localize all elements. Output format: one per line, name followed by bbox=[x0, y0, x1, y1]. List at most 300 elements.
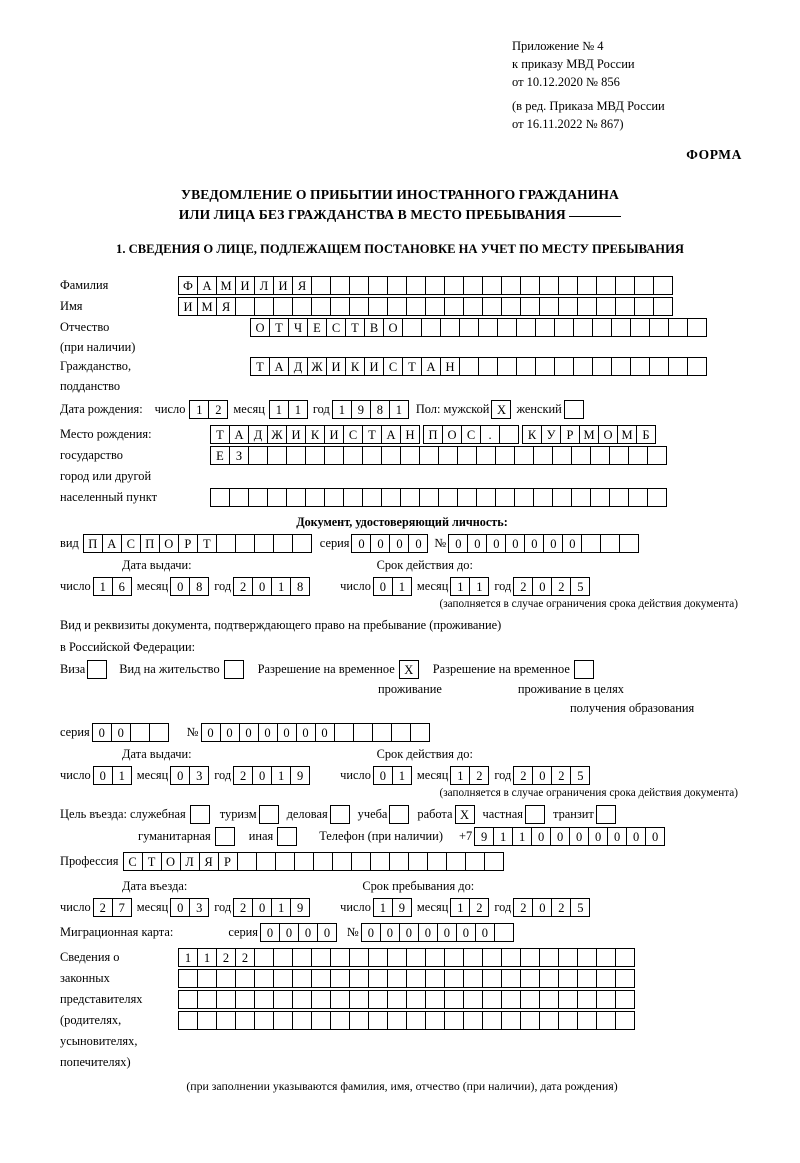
patronymic-cell[interactable]: В bbox=[364, 318, 384, 337]
patronymic-cell[interactable]: Е bbox=[307, 318, 327, 337]
citizenship-cell[interactable]: И bbox=[326, 357, 346, 376]
doc-number-cell[interactable]: 0 bbox=[486, 534, 506, 553]
birthplace-row3-cell[interactable] bbox=[571, 488, 591, 507]
citizenship-cell[interactable] bbox=[459, 357, 479, 376]
purpose-3-cell[interactable]: X bbox=[455, 805, 475, 824]
surname-cell[interactable] bbox=[330, 276, 350, 295]
legal-row-1-cell[interactable] bbox=[254, 948, 274, 967]
stay-day-cell[interactable]: 9 bbox=[392, 898, 412, 917]
entry-month-cell[interactable]: 0 bbox=[170, 898, 190, 917]
birthplace-row3-cell[interactable] bbox=[381, 488, 401, 507]
purpose-other-checkbox[interactable] bbox=[277, 827, 297, 846]
birthplace-row2-cell[interactable] bbox=[286, 446, 306, 465]
legal-row-4-cell[interactable] bbox=[520, 1011, 540, 1030]
sd-issue-year-input[interactable] bbox=[233, 766, 310, 785]
patronymic-cell[interactable] bbox=[497, 318, 517, 337]
legal-row-2-cell[interactable] bbox=[254, 969, 274, 988]
valid-year-cell[interactable]: 2 bbox=[513, 577, 533, 596]
profession-cell[interactable] bbox=[465, 852, 485, 871]
legal-row-2-cell[interactable] bbox=[387, 969, 407, 988]
birthplace-city-cell[interactable]: Р bbox=[560, 425, 580, 444]
legal-row-1-cell[interactable] bbox=[349, 948, 369, 967]
name-cell[interactable] bbox=[406, 297, 426, 316]
patronymic-cell[interactable] bbox=[611, 318, 631, 337]
mc-number-cell[interactable] bbox=[494, 923, 514, 942]
birthplace-row2-cell[interactable] bbox=[533, 446, 553, 465]
patronymic-cell[interactable]: Т bbox=[345, 318, 365, 337]
stay-year-input[interactable] bbox=[513, 898, 590, 917]
profession-cell[interactable]: Я bbox=[199, 852, 219, 871]
name-cell[interactable] bbox=[653, 297, 673, 316]
legal-reps-row-3[interactable] bbox=[178, 990, 635, 1009]
legal-reps-row-4[interactable] bbox=[178, 1011, 635, 1030]
legal-row-3-cell[interactable] bbox=[444, 990, 464, 1009]
sd-number-cell[interactable]: 0 bbox=[315, 723, 335, 742]
profession-cell[interactable]: О bbox=[161, 852, 181, 871]
surname-cell[interactable]: Я bbox=[292, 276, 312, 295]
name-cell[interactable] bbox=[463, 297, 483, 316]
legal-reps-row-2[interactable] bbox=[178, 969, 635, 988]
citizenship-cell[interactable] bbox=[668, 357, 688, 376]
legal-row-3-cell[interactable] bbox=[558, 990, 578, 1009]
birthplace-row3-cell[interactable] bbox=[267, 488, 287, 507]
phone-input[interactable] bbox=[474, 827, 665, 846]
birthplace-row2-cell[interactable] bbox=[419, 446, 439, 465]
legal-row-2-cell[interactable] bbox=[197, 969, 217, 988]
birthplace-type-cell[interactable]: С bbox=[461, 425, 481, 444]
legal-row-1-cell[interactable] bbox=[330, 948, 350, 967]
issue-year-cell[interactable]: 1 bbox=[271, 577, 291, 596]
migration-number-input[interactable] bbox=[361, 923, 514, 942]
citizenship-cell[interactable]: И bbox=[364, 357, 384, 376]
legal-row-1-cell[interactable]: 1 bbox=[178, 948, 198, 967]
migration-series-input[interactable] bbox=[260, 923, 337, 942]
issue-month-cell[interactable]: 8 bbox=[189, 577, 209, 596]
profession-cell[interactable] bbox=[389, 852, 409, 871]
surname-cell[interactable]: А bbox=[197, 276, 217, 295]
birthplace-type-cell[interactable]: . bbox=[480, 425, 500, 444]
birthplace-city-cell[interactable]: Б bbox=[636, 425, 656, 444]
mc-series-cell[interactable]: 0 bbox=[279, 923, 299, 942]
birthplace-row2-cell[interactable] bbox=[381, 446, 401, 465]
sd-valid-year-cell[interactable]: 0 bbox=[532, 766, 552, 785]
phone-cell[interactable]: 0 bbox=[626, 827, 646, 846]
citizenship-cell[interactable]: А bbox=[421, 357, 441, 376]
patronymic-cell[interactable] bbox=[554, 318, 574, 337]
sd-series-cell[interactable]: 0 bbox=[92, 723, 112, 742]
legal-row-3-cell[interactable] bbox=[615, 990, 635, 1009]
patronymic-cell[interactable] bbox=[440, 318, 460, 337]
birthplace-row3-cell[interactable] bbox=[419, 488, 439, 507]
purpose-humanitarian-checkbox[interactable] bbox=[215, 827, 235, 846]
legal-row-3-cell[interactable] bbox=[406, 990, 426, 1009]
name-cell[interactable] bbox=[558, 297, 578, 316]
legal-row-2-cell[interactable] bbox=[444, 969, 464, 988]
valid-month-cell[interactable]: 1 bbox=[469, 577, 489, 596]
legal-row-4-cell[interactable] bbox=[539, 1011, 559, 1030]
citizenship-cell[interactable]: К bbox=[345, 357, 365, 376]
profession-cell[interactable]: Т bbox=[142, 852, 162, 871]
sd-issue-month-cell[interactable]: 3 bbox=[189, 766, 209, 785]
birthplace-row2-cell[interactable] bbox=[457, 446, 477, 465]
legal-row-3-cell[interactable] bbox=[311, 990, 331, 1009]
birthplace-country-cell[interactable]: Ж bbox=[267, 425, 287, 444]
surname-cell[interactable] bbox=[368, 276, 388, 295]
sd-valid-year-input[interactable] bbox=[513, 766, 590, 785]
issue-month-cell[interactable]: 0 bbox=[170, 577, 190, 596]
sd-number-cell[interactable] bbox=[391, 723, 411, 742]
birthplace-row3-input[interactable] bbox=[210, 488, 667, 507]
birthplace-country-input[interactable] bbox=[210, 425, 420, 444]
doc-series-cell[interactable]: 0 bbox=[408, 534, 428, 553]
sd-number-cell[interactable]: 0 bbox=[277, 723, 297, 742]
residence-cell[interactable] bbox=[224, 660, 244, 679]
doc-number-cell[interactable]: 0 bbox=[562, 534, 582, 553]
entry-day-cell[interactable]: 7 bbox=[112, 898, 132, 917]
phone-cell[interactable]: 0 bbox=[645, 827, 665, 846]
entry-year-cell[interactable]: 9 bbox=[290, 898, 310, 917]
sd-issue-day-cell[interactable]: 1 bbox=[112, 766, 132, 785]
sd-valid-month-cell[interactable]: 1 bbox=[450, 766, 470, 785]
legal-row-3-cell[interactable] bbox=[216, 990, 236, 1009]
birthplace-city-input[interactable] bbox=[522, 425, 656, 444]
surname-cell[interactable]: Л bbox=[254, 276, 274, 295]
profession-cell[interactable] bbox=[370, 852, 390, 871]
legal-row-3-cell[interactable] bbox=[178, 990, 198, 1009]
legal-row-3-cell[interactable] bbox=[349, 990, 369, 1009]
legal-row-3-cell[interactable] bbox=[539, 990, 559, 1009]
profession-cell[interactable] bbox=[275, 852, 295, 871]
citizenship-cell[interactable] bbox=[649, 357, 669, 376]
doc-number-cell[interactable] bbox=[600, 534, 620, 553]
birthplace-row2-cell[interactable] bbox=[248, 446, 268, 465]
issue-year-cell[interactable]: 0 bbox=[252, 577, 272, 596]
birth-month-cell[interactable]: 1 bbox=[288, 400, 308, 419]
sd-series-cell[interactable] bbox=[149, 723, 169, 742]
name-cell[interactable] bbox=[634, 297, 654, 316]
birthplace-country-cell[interactable]: Т bbox=[210, 425, 230, 444]
legal-row-1-cell[interactable] bbox=[463, 948, 483, 967]
doc-number-cell[interactable]: 0 bbox=[467, 534, 487, 553]
birthplace-country-cell[interactable]: И bbox=[324, 425, 344, 444]
birthplace-row3-cell[interactable] bbox=[438, 488, 458, 507]
birthplace-row2-cell[interactable] bbox=[476, 446, 496, 465]
legal-row-4-cell[interactable] bbox=[501, 1011, 521, 1030]
name-cell[interactable] bbox=[596, 297, 616, 316]
citizenship-cell[interactable] bbox=[611, 357, 631, 376]
birth-year-cell[interactable]: 1 bbox=[332, 400, 352, 419]
phone-cell[interactable]: 1 bbox=[493, 827, 513, 846]
birthplace-row3-cell[interactable] bbox=[609, 488, 629, 507]
patronymic-cell[interactable] bbox=[421, 318, 441, 337]
valid-year-cell[interactable]: 2 bbox=[551, 577, 571, 596]
temp-residence-checkbox[interactable] bbox=[399, 660, 419, 679]
birthplace-country-cell[interactable]: К bbox=[305, 425, 325, 444]
birthplace-row3-cell[interactable] bbox=[533, 488, 553, 507]
surname-cell[interactable] bbox=[406, 276, 426, 295]
valid-day-cell[interactable]: 1 bbox=[392, 577, 412, 596]
visa-cell[interactable] bbox=[87, 660, 107, 679]
surname-cell[interactable] bbox=[349, 276, 369, 295]
legal-row-1-cell[interactable] bbox=[558, 948, 578, 967]
doc-type-cell[interactable]: П bbox=[83, 534, 103, 553]
birthplace-row2-cell[interactable]: Е bbox=[210, 446, 230, 465]
legal-row-4-cell[interactable] bbox=[596, 1011, 616, 1030]
identity-series-input[interactable] bbox=[351, 534, 428, 553]
legal-row-1-cell[interactable] bbox=[444, 948, 464, 967]
birthplace-row2-cell[interactable] bbox=[305, 446, 325, 465]
legal-row-2-cell[interactable] bbox=[178, 969, 198, 988]
legal-row-1-cell[interactable] bbox=[406, 948, 426, 967]
legal-reps-row-1[interactable] bbox=[178, 948, 635, 967]
legal-row-3-cell[interactable] bbox=[273, 990, 293, 1009]
edu-residence-checkbox[interactable] bbox=[574, 660, 594, 679]
legal-row-2-cell[interactable] bbox=[520, 969, 540, 988]
legal-row-4-cell[interactable] bbox=[292, 1011, 312, 1030]
purpose-5-cell[interactable] bbox=[596, 805, 616, 824]
surname-cell[interactable] bbox=[482, 276, 502, 295]
legal-row-3-cell[interactable] bbox=[197, 990, 217, 1009]
name-cell[interactable] bbox=[273, 297, 293, 316]
sex-male-checkbox[interactable] bbox=[491, 400, 511, 419]
legal-row-3-cell[interactable] bbox=[330, 990, 350, 1009]
sd-valid-day-input[interactable] bbox=[373, 766, 412, 785]
edu-residence-cell[interactable] bbox=[574, 660, 594, 679]
birthplace-row3-cell[interactable] bbox=[514, 488, 534, 507]
birthplace-city-cell[interactable]: У bbox=[541, 425, 561, 444]
legal-row-2-cell[interactable] bbox=[558, 969, 578, 988]
legal-row-4-cell[interactable] bbox=[349, 1011, 369, 1030]
sd-valid-year-cell[interactable]: 2 bbox=[551, 766, 571, 785]
patronymic-cell[interactable]: Т bbox=[269, 318, 289, 337]
doc-type-cell[interactable] bbox=[292, 534, 312, 553]
valid-year-cell[interactable]: 5 bbox=[570, 577, 590, 596]
doc-type-cell[interactable]: А bbox=[102, 534, 122, 553]
legal-row-2-cell[interactable] bbox=[577, 969, 597, 988]
birthplace-row3-cell[interactable] bbox=[343, 488, 363, 507]
sd-series-cell[interactable] bbox=[130, 723, 150, 742]
birthplace-type-cell[interactable]: П bbox=[423, 425, 443, 444]
legal-row-2-cell[interactable] bbox=[615, 969, 635, 988]
legal-row-1-cell[interactable] bbox=[577, 948, 597, 967]
birthplace-row3-cell[interactable] bbox=[305, 488, 325, 507]
name-cell[interactable]: М bbox=[197, 297, 217, 316]
mc-number-cell[interactable]: 0 bbox=[380, 923, 400, 942]
birthplace-row2-cell[interactable] bbox=[267, 446, 287, 465]
surname-cell[interactable]: М bbox=[216, 276, 236, 295]
citizenship-cell[interactable]: Т bbox=[250, 357, 270, 376]
legal-row-2-cell[interactable] bbox=[349, 969, 369, 988]
issue-month-input[interactable] bbox=[170, 577, 209, 596]
birth-year-cell[interactable]: 8 bbox=[370, 400, 390, 419]
sd-number-cell[interactable]: 0 bbox=[220, 723, 240, 742]
birthplace-row3-cell[interactable] bbox=[552, 488, 572, 507]
name-cell[interactable] bbox=[520, 297, 540, 316]
patronymic-cell[interactable] bbox=[535, 318, 555, 337]
birthplace-row2-cell[interactable] bbox=[647, 446, 667, 465]
legal-row-2-cell[interactable] bbox=[330, 969, 350, 988]
surname-cell[interactable] bbox=[596, 276, 616, 295]
mc-series-cell[interactable]: 0 bbox=[298, 923, 318, 942]
surname-cell[interactable] bbox=[387, 276, 407, 295]
birthplace-row2-cell[interactable] bbox=[324, 446, 344, 465]
legal-row-4-cell[interactable] bbox=[406, 1011, 426, 1030]
legal-row-3-cell[interactable] bbox=[463, 990, 483, 1009]
name-input[interactable] bbox=[178, 297, 673, 316]
doc-type-cell[interactable]: П bbox=[140, 534, 160, 553]
birth-year-cell[interactable]: 9 bbox=[351, 400, 371, 419]
legal-row-2-cell[interactable] bbox=[539, 969, 559, 988]
legal-row-2-cell[interactable] bbox=[235, 969, 255, 988]
mc-number-cell[interactable]: 0 bbox=[456, 923, 476, 942]
legal-row-4-cell[interactable] bbox=[254, 1011, 274, 1030]
patronymic-cell[interactable]: О bbox=[383, 318, 403, 337]
citizenship-cell[interactable] bbox=[497, 357, 517, 376]
purpose-private-checkbox[interactable] bbox=[525, 805, 545, 824]
purpose-transit-checkbox[interactable] bbox=[596, 805, 616, 824]
legal-row-3-cell[interactable] bbox=[387, 990, 407, 1009]
surname-cell[interactable] bbox=[539, 276, 559, 295]
surname-cell[interactable] bbox=[501, 276, 521, 295]
legal-row-1-cell[interactable] bbox=[292, 948, 312, 967]
profession-cell[interactable] bbox=[256, 852, 276, 871]
purpose-other-cell[interactable] bbox=[277, 827, 297, 846]
sex-female-cell[interactable] bbox=[564, 400, 584, 419]
identity-number-input[interactable] bbox=[448, 534, 639, 553]
surname-cell[interactable] bbox=[444, 276, 464, 295]
name-cell[interactable] bbox=[349, 297, 369, 316]
birthplace-row3-cell[interactable] bbox=[590, 488, 610, 507]
legal-row-3-cell[interactable] bbox=[501, 990, 521, 1009]
legal-row-4-cell[interactable] bbox=[311, 1011, 331, 1030]
patronymic-cell[interactable] bbox=[592, 318, 612, 337]
phone-cell[interactable]: 0 bbox=[531, 827, 551, 846]
doc-number-cell[interactable] bbox=[581, 534, 601, 553]
citizenship-cell[interactable]: Д bbox=[288, 357, 308, 376]
surname-cell[interactable]: Ф bbox=[178, 276, 198, 295]
residence-checkbox[interactable] bbox=[224, 660, 244, 679]
doc-series-cell[interactable]: 0 bbox=[389, 534, 409, 553]
birthplace-row3-cell[interactable] bbox=[229, 488, 249, 507]
legal-row-1-cell[interactable] bbox=[311, 948, 331, 967]
profession-cell[interactable]: Л bbox=[180, 852, 200, 871]
surname-cell[interactable] bbox=[425, 276, 445, 295]
sd-issue-year-cell[interactable]: 2 bbox=[233, 766, 253, 785]
issue-year-cell[interactable]: 2 bbox=[233, 577, 253, 596]
legal-row-4-cell[interactable] bbox=[216, 1011, 236, 1030]
surname-cell[interactable]: И bbox=[235, 276, 255, 295]
birthplace-row3-cell[interactable] bbox=[400, 488, 420, 507]
legal-row-1-cell[interactable] bbox=[482, 948, 502, 967]
entry-day-cell[interactable]: 2 bbox=[93, 898, 113, 917]
citizenship-cell[interactable] bbox=[516, 357, 536, 376]
doc-number-cell[interactable]: 0 bbox=[505, 534, 525, 553]
legal-row-2-cell[interactable] bbox=[273, 969, 293, 988]
birthplace-type-cell[interactable] bbox=[499, 425, 519, 444]
name-cell[interactable] bbox=[444, 297, 464, 316]
visa-checkbox[interactable] bbox=[87, 660, 107, 679]
purpose-0-cell[interactable] bbox=[259, 805, 279, 824]
sd-issue-year-cell[interactable]: 1 bbox=[271, 766, 291, 785]
citizenship-cell[interactable] bbox=[573, 357, 593, 376]
stay-month-cell[interactable]: 1 bbox=[450, 898, 470, 917]
doc-type-cell[interactable] bbox=[254, 534, 274, 553]
legal-row-2-cell[interactable] bbox=[216, 969, 236, 988]
issue-day-cell[interactable]: 1 bbox=[93, 577, 113, 596]
purpose-tourism-checkbox[interactable] bbox=[259, 805, 279, 824]
sd-number-cell[interactable]: 0 bbox=[258, 723, 278, 742]
patronymic-cell[interactable] bbox=[668, 318, 688, 337]
birthplace-row3-cell[interactable] bbox=[495, 488, 515, 507]
purpose-business-checkbox[interactable] bbox=[330, 805, 350, 824]
sd-valid-year-cell[interactable]: 2 bbox=[513, 766, 533, 785]
entry-month-input[interactable] bbox=[170, 898, 209, 917]
birthplace-row2-cell[interactable] bbox=[609, 446, 629, 465]
mc-series-cell[interactable]: 0 bbox=[260, 923, 280, 942]
name-cell[interactable] bbox=[330, 297, 350, 316]
birth-year-cell[interactable]: 1 bbox=[389, 400, 409, 419]
birthplace-row2-input[interactable] bbox=[210, 446, 667, 465]
entry-month-cell[interactable]: 3 bbox=[189, 898, 209, 917]
profession-cell[interactable] bbox=[351, 852, 371, 871]
legal-row-3-cell[interactable] bbox=[425, 990, 445, 1009]
name-cell[interactable]: И bbox=[178, 297, 198, 316]
purpose-service-cell[interactable] bbox=[190, 805, 210, 824]
birthplace-row2-cell[interactable] bbox=[552, 446, 572, 465]
doc-type-cell[interactable] bbox=[273, 534, 293, 553]
birthplace-country-cell[interactable]: Т bbox=[362, 425, 382, 444]
doc-number-cell[interactable]: 0 bbox=[524, 534, 544, 553]
birthplace-row3-cell[interactable] bbox=[647, 488, 667, 507]
legal-row-4-cell[interactable] bbox=[425, 1011, 445, 1030]
sex-male-cell[interactable]: X bbox=[491, 400, 511, 419]
legal-row-4-cell[interactable] bbox=[273, 1011, 293, 1030]
entry-year-cell[interactable]: 2 bbox=[233, 898, 253, 917]
birthplace-country-cell[interactable]: И bbox=[286, 425, 306, 444]
legal-row-3-cell[interactable] bbox=[368, 990, 388, 1009]
doc-type-cell[interactable]: О bbox=[159, 534, 179, 553]
legal-row-2-cell[interactable] bbox=[463, 969, 483, 988]
sd-issue-month-cell[interactable]: 0 bbox=[170, 766, 190, 785]
patronymic-cell[interactable] bbox=[516, 318, 536, 337]
birthplace-row2-cell[interactable] bbox=[400, 446, 420, 465]
birthplace-row2-cell[interactable] bbox=[590, 446, 610, 465]
stay-year-cell[interactable]: 2 bbox=[551, 898, 571, 917]
legal-row-3-cell[interactable] bbox=[254, 990, 274, 1009]
birthplace-row2-cell[interactable] bbox=[438, 446, 458, 465]
birthplace-country-cell[interactable]: Д bbox=[248, 425, 268, 444]
legal-row-4-cell[interactable] bbox=[197, 1011, 217, 1030]
birthplace-city-cell[interactable]: О bbox=[598, 425, 618, 444]
legal-row-4-cell[interactable] bbox=[368, 1011, 388, 1030]
legal-row-2-cell[interactable] bbox=[425, 969, 445, 988]
patronymic-cell[interactable] bbox=[402, 318, 422, 337]
staydoc-number-input[interactable] bbox=[201, 723, 430, 742]
birthplace-row2-cell[interactable] bbox=[495, 446, 515, 465]
doc-type-cell[interactable]: С bbox=[121, 534, 141, 553]
stay-month-input[interactable] bbox=[450, 898, 489, 917]
profession-cell[interactable]: Р bbox=[218, 852, 238, 871]
sd-number-cell[interactable] bbox=[334, 723, 354, 742]
legal-row-1-cell[interactable] bbox=[615, 948, 635, 967]
issue-day-cell[interactable]: 6 bbox=[112, 577, 132, 596]
name-cell[interactable] bbox=[368, 297, 388, 316]
sd-issue-month-input[interactable] bbox=[170, 766, 209, 785]
legal-row-1-cell[interactable] bbox=[368, 948, 388, 967]
birthplace-type-cell[interactable]: О bbox=[442, 425, 462, 444]
name-cell[interactable]: Я bbox=[216, 297, 236, 316]
legal-row-1-cell[interactable] bbox=[520, 948, 540, 967]
